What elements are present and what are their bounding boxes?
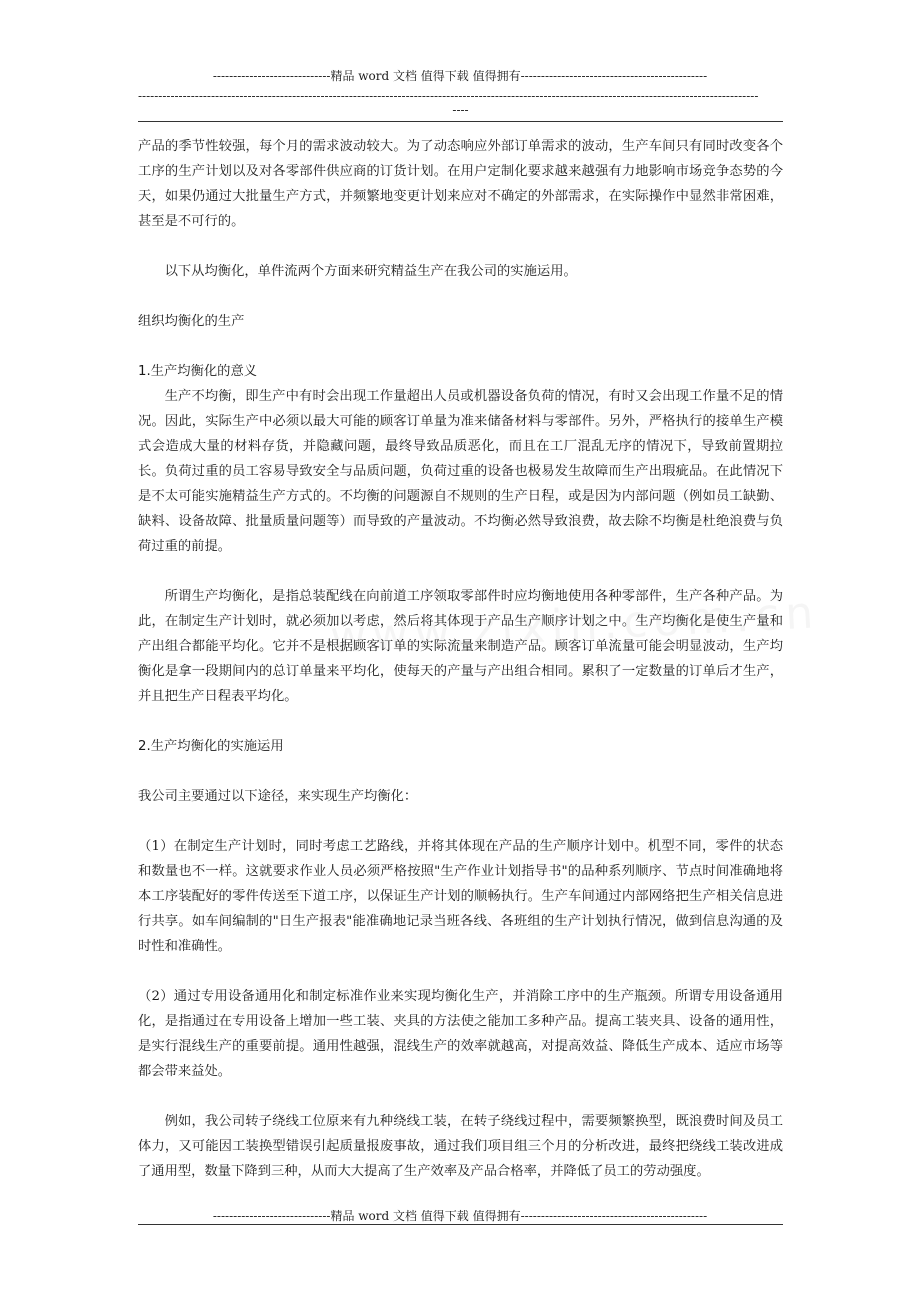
paragraph-method-1: （1）在制定生产计划时，同时考虑工艺路线，并将其体现在产品的生产顺序计划中。机型不同，零件的状态和数量也不一样。这就要求作业人员必须严格按照"生产作业计划指导书"的品种系列顺序、节点时间准确地将本工序装配好的零件传送至下道工序，以保证生产计划的顺畅执行。生产车间通过内部网络把生产相关信息进行共享。如车间编制的"日生产报表"能准确地记录当班各线、各班组的生产计划执行情况，做到信息沟通的及时性和准确性。 [138,839,783,954]
paragraph-methods-intro: 我公司主要通过以下途径，来实现生产均衡化： [138,789,418,804]
subheading-2-number: 2. [138,739,151,754]
footer-rule [138,1224,783,1225]
subheading-2-text: 生产均衡化的实施运用 [150,739,284,754]
header-dash-line: --------------------------------------------------------------------------------------------------------------------------------------------------------- [138,89,759,103]
section-heading: 组织均衡化的生产 [138,314,245,329]
paragraph-intro: 以下从均衡化，单件流两个方面来研究精益生产在我公司的实施运用。 [164,264,577,279]
paragraph-example: 例如，我公司转子绕线工位原来有九种绕线工装，在转子绕线过程中，需要频繁换型，既浪费时间及员工体力，又可能因工装换型错误引起质量报废事故，通过我们项目组三个月的分析改进，最终把绕线工装改进成了通用型，数量下降到三种，从而大大提高了生产效率及产品合格率，并降低了员工的劳动强度。 [138,1114,783,1179]
header-rule [138,121,783,122]
paragraph-leveling-definition: 所谓生产均衡化，是指总装配线在向前道工序领取零部件时应均衡地使用各种零部件，生产各种产品。为此，在制定生产计划时，就必须加以考虑，然后将其体现于产品生产顺序计划之中。生产均衡化是使生产量和产出组合都能平均化。它并不是根据顾客订单的实际流量来制造产品。顾客订单流量可能会明显波动，生产均衡化是拿一段期间内的总订单量来平均化，使每天的产量与产出组合相同。累积了一定数量的订单后才生产，并且把生产日程表平均化。 [138,589,783,704]
header-banner: -----------------------------精品 word 文档 值得下载 值得拥有---------------------------------------------- [212,69,708,83]
paragraph-seasonality: 产品的季节性较强，每个月的需求波动较大。为了动态响应外部订单需求的波动，生产车间只有同时改变各个工序的生产计划以及对各零部件供应商的订货计划。在用户定制化要求越来越强有力地影响市场竞争态势的今天，如果仍通过大批量生产方式，并频繁地变更计划来应对不确定的外部需求，在实际操作中显然非常困难，甚至是不可行的。 [138,139,783,229]
paragraph-imbalance: 生产不均衡，即生产中有时会出现工作量超出人员或机器设备负荷的情况，有时又会出现工作量不足的情况。因此，实际生产中必须以最大可能的顾客订单量为准来储备材料与零部件。另外，严格执行的接单生产模式会造成大量的材料存货，并隐藏问题，最终导致品质恶化，而且在工厂混乱无序的情况下，导致前置期拉长。负荷过重的员工容易导致安全与品质问题，负荷过重的设备也极易发生故障而生产出瑕疵品。在此情况下是不太可能实施精益生产方式的。不均衡的问题源自不规则的生产日程，或是因为内部问题（例如员工缺勤、缺料、设备故障、批量质量问题等）而导致的产量波动。不均衡必然导致浪费，故去除不均衡是杜绝浪费与负荷过重的前提。 [138,389,783,554]
paragraph-method-2: （2）通过专用设备通用化和制定标准作业来实现均衡化生产，并消除工序中的生产瓶颈。所谓专用设备通用化，是指通过在专用设备上增加一些工装、夹具的方法使之能加工多种产品。提高工装夹具、设备的通用性，是实行混线生产的重要前提。通用性越强，混线生产的效率就越高，对提高效益、降低生产成本、适应市场等都会带来益处。 [138,989,783,1079]
subheading-1-text: 生产均衡化的意义 [150,364,258,379]
subheading-2 [138,734,783,759]
subheading-1-number: 1. [138,364,151,379]
footer-banner: -----------------------------精品 word 文档 值得下载 值得拥有---------------------------------------------- [212,1209,708,1223]
document-body [138,134,783,1184]
subheading-1 [138,359,783,384]
header-dash-tail: ---- [452,103,469,117]
